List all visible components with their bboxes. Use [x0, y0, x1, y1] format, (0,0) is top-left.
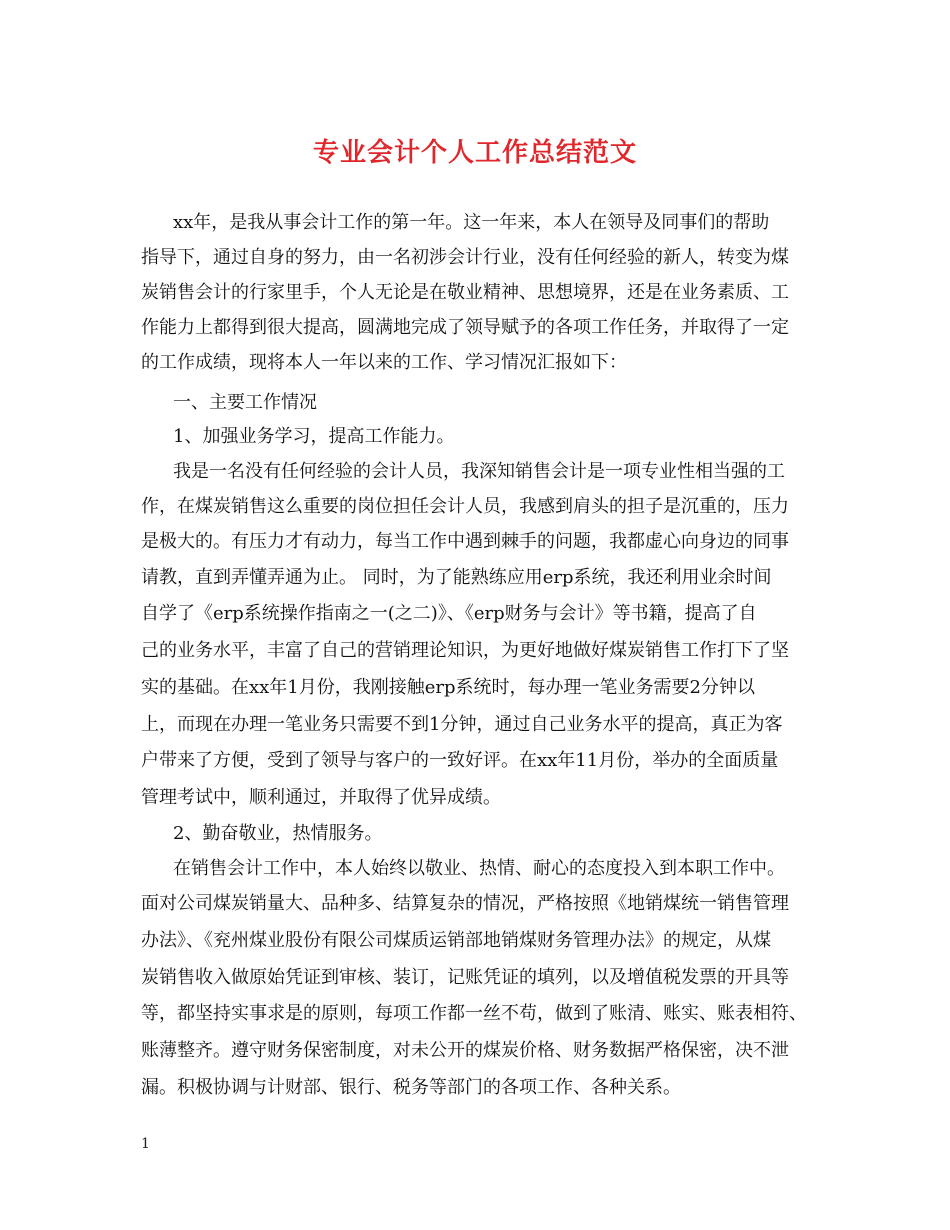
body-line: 炭销售会计的行家里手，个人无论是在敬业精神、思想境界，还是在业务素质、工: [141, 282, 789, 303]
body-line: 面对公司煤炭销量大、品种多、结算复杂的情况，严格按照《地销煤统一销售管理: [141, 893, 789, 914]
document-title: 专业会计个人工作总结范文: [312, 138, 637, 168]
body-line: 己的业务水平，丰富了自己的营销理论知识，为更好地做好煤炭销售工作打下了坚: [141, 640, 789, 661]
body-line: 账薄整齐。遵守财务保密制度，对未公开的煤炭价格、财务数据严格保密，决不泄: [141, 1040, 789, 1061]
body-line: 上，而现在办理一笔业务只需要不到1分钟，通过自己业务水平的提高，真正为客: [141, 714, 783, 735]
section-heading: 一、主要工作情况: [173, 392, 317, 413]
body-line: 实的基础。在xx年1月份，我刚接触erp系统时，每办理一笔业务需要2分钟以: [141, 677, 755, 698]
page-number: 1: [141, 1136, 150, 1152]
body-line: 漏。积极协调与计财部、银行、税务等部门的各项工作、各种关系。: [141, 1077, 681, 1098]
body-line: xx年，是我从事会计工作的第一年。这一年来，本人在领导及同事们的帮助: [173, 212, 770, 233]
body-line: 办法》、《兖州煤业股份有限公司煤质运销部地销煤财务管理办法》的规定，从煤: [141, 930, 771, 951]
body-line: 等，都坚持实事求是的原则，每项工作都一丝不苟，做到了账清、账实、账表相符、: [141, 1003, 807, 1024]
body-line: 自学了《erp系统操作指南之一(之二)》、《erp财务与会计》等书籍，提高了自: [141, 603, 757, 624]
body-line: 炭销售收入做原始凭证到审核、装订，记账凭证的填列，以及增值税发票的开具等: [141, 967, 789, 988]
body-line: 户带来了方便，受到了领导与客户的一致好评。在xx年11月份，举办的全面质量: [141, 750, 779, 771]
body-line: 作，在煤炭销售这么重要的岗位担任会计人员，我感到肩头的担子是沉重的，压力: [141, 496, 789, 517]
subsection-heading: 1、加强业务学习，提高工作能力。: [173, 426, 455, 447]
body-line: 我是一名没有任何经验的会计人员，我深知销售会计是一项专业性相当强的工: [173, 461, 785, 482]
body-line: 请教，直到弄懂弄通为止。 同时，为了能熟练应用erp系统，我还利用业余时间: [141, 567, 772, 588]
body-line: 的工作成绩，现将本人一年以来的工作、学习情况汇报如下：: [141, 352, 627, 373]
body-line: 管理考试中，顺利通过，并取得了优异成绩。: [141, 787, 501, 808]
body-line: 作能力上都得到很大提高，圆满地完成了领导赋予的各项工作任务，并取得了一定: [141, 317, 789, 338]
body-line: 指导下，通过自身的努力，由一名初涉会计行业，没有任何经验的新人，转变为煤: [141, 247, 789, 268]
subsection-heading: 2、勤奋敬业，热情服务。: [173, 823, 383, 844]
body-line: 在销售会计工作中，本人始终以敬业、热情、耐心的态度投入到本职工作中。: [173, 858, 785, 879]
body-line: 是极大的。有压力才有动力，每当工作中遇到棘手的问题，我都虚心向身边的同事: [141, 531, 789, 552]
